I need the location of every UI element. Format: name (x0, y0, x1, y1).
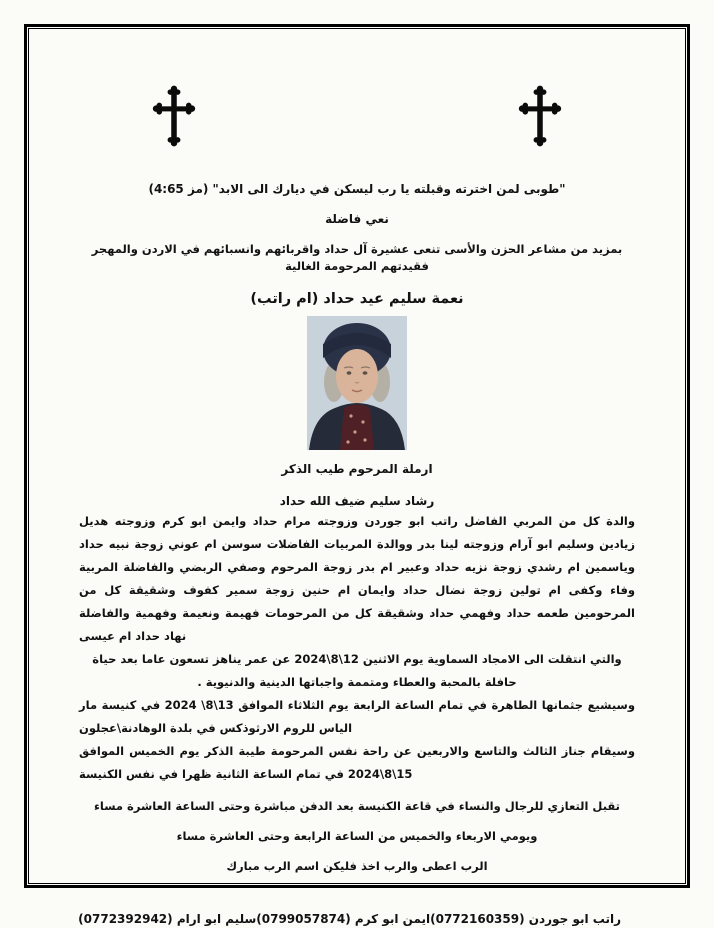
deceased-photo (307, 316, 407, 450)
blessing-line: الرب اعطى والرب اخذ فليكن اسم الرب مبارك (226, 859, 488, 873)
funeral-paragraph: وسيشيع جثمانها الطاهرة في تمام الساعة الرابعة يوم الثلاثاء الموافق 13\8\ 2024 في كنيسة مار الياس للروم الارثوذكس في بلدة الوهادنة\عجلون (79, 698, 635, 735)
memorial-paragraph: وسيقام جناز الثالث والتاسع والاربعين عن راحة نفس المرحومة طيبة الذكر يوم الخميس الموافق 15\8\2024 في تمام الساعة الثانية ظهرا في نفس الكنيسة (79, 744, 635, 781)
page-border-inner (28, 28, 686, 926)
family-paragraph: والدة كل من المربي الفاضل راتب ابو جوردن وزوجته مرام حداد وايمن ابو كرم وزوجته هديل زيادين وسليم ابو آرام وزوجته لينا بدر ووالدة المربيات الفاضلات سوسن ام عوني زوجة نبيه حداد وياسمين ام رشدي زوجة نزيه حداد وعبير ام بدر زوجة المرحوم وصفي الربضي والفاضلة المربية وفاء وكفى ام تولين زوجة نضال حداد وايمان ام حنين زوجة سمير كفوف وشقيقة كل من المرحومين طعمه حداد وفهمي حداد وشقيقة كل من المرحومات فهيمة ونعيمة وفهمية والفاضلة نهاد حداد ام عيسى (79, 514, 635, 643)
photo-wrap (79, 316, 635, 450)
contact-item (430, 911, 621, 928)
intro-line: بمزيد من مشاعر الحزن والأسى تنعى عشيرة آل حداد واقربائهم وانسبائهم في الاردن والمهجر فقيدتهم المرحومة الغالية (91, 242, 623, 273)
condolences-line: تقبل التعازي للرجال والنساء في قاعة الكنيسة بعد الدفن مباشرة وحتى الساعة العاشرة مساء (94, 799, 620, 813)
psalm-verse: "طوبى لمن اخترته وقبلته يا رب ليسكن في ديارك الى الابد" (مز 4:65) (148, 182, 566, 196)
condolences-days-line: ويومي الاربعاء والخميس من الساعة الرابعة وحتى العاشرة مساء (176, 829, 538, 843)
crosses-row (79, 81, 635, 151)
husband-name: رشاد سليم ضيف الله حداد (279, 494, 435, 508)
cross-icon (517, 81, 563, 151)
contact-phone: (0799057874) (256, 912, 351, 926)
contact-name: ايمن ابو كرم (354, 912, 431, 926)
widow-line: ارملة المرحوم طيب الذكر (281, 462, 433, 476)
contact-name: راتب ابو جوردن (528, 912, 621, 926)
contact-item (78, 911, 256, 928)
passing-paragraph: والتي انتقلت الى الامجاد السماوية يوم الاثنين 12\8\2024 عن عمر يناهز تسعون عاما بعد حياة حافلة بالمحبة والعطاء ومتممة واجباتها الدينية والدنيوية . (92, 652, 622, 689)
page-content (31, 31, 683, 926)
portrait-illustration (307, 316, 407, 450)
contact-name: سليم ابو ارام (176, 912, 257, 926)
contacts-row (79, 911, 635, 928)
obituary-title: نعي فاضلة (325, 212, 389, 226)
contact-item (256, 911, 430, 928)
contact-phone: (0772160359) (430, 912, 525, 926)
deceased-name: نعمة سليم عيد حداد (ام راتب) (250, 291, 464, 307)
cross-icon (151, 81, 197, 151)
page-border-outer (24, 24, 690, 926)
contact-phone: (0772392942) (78, 912, 173, 926)
